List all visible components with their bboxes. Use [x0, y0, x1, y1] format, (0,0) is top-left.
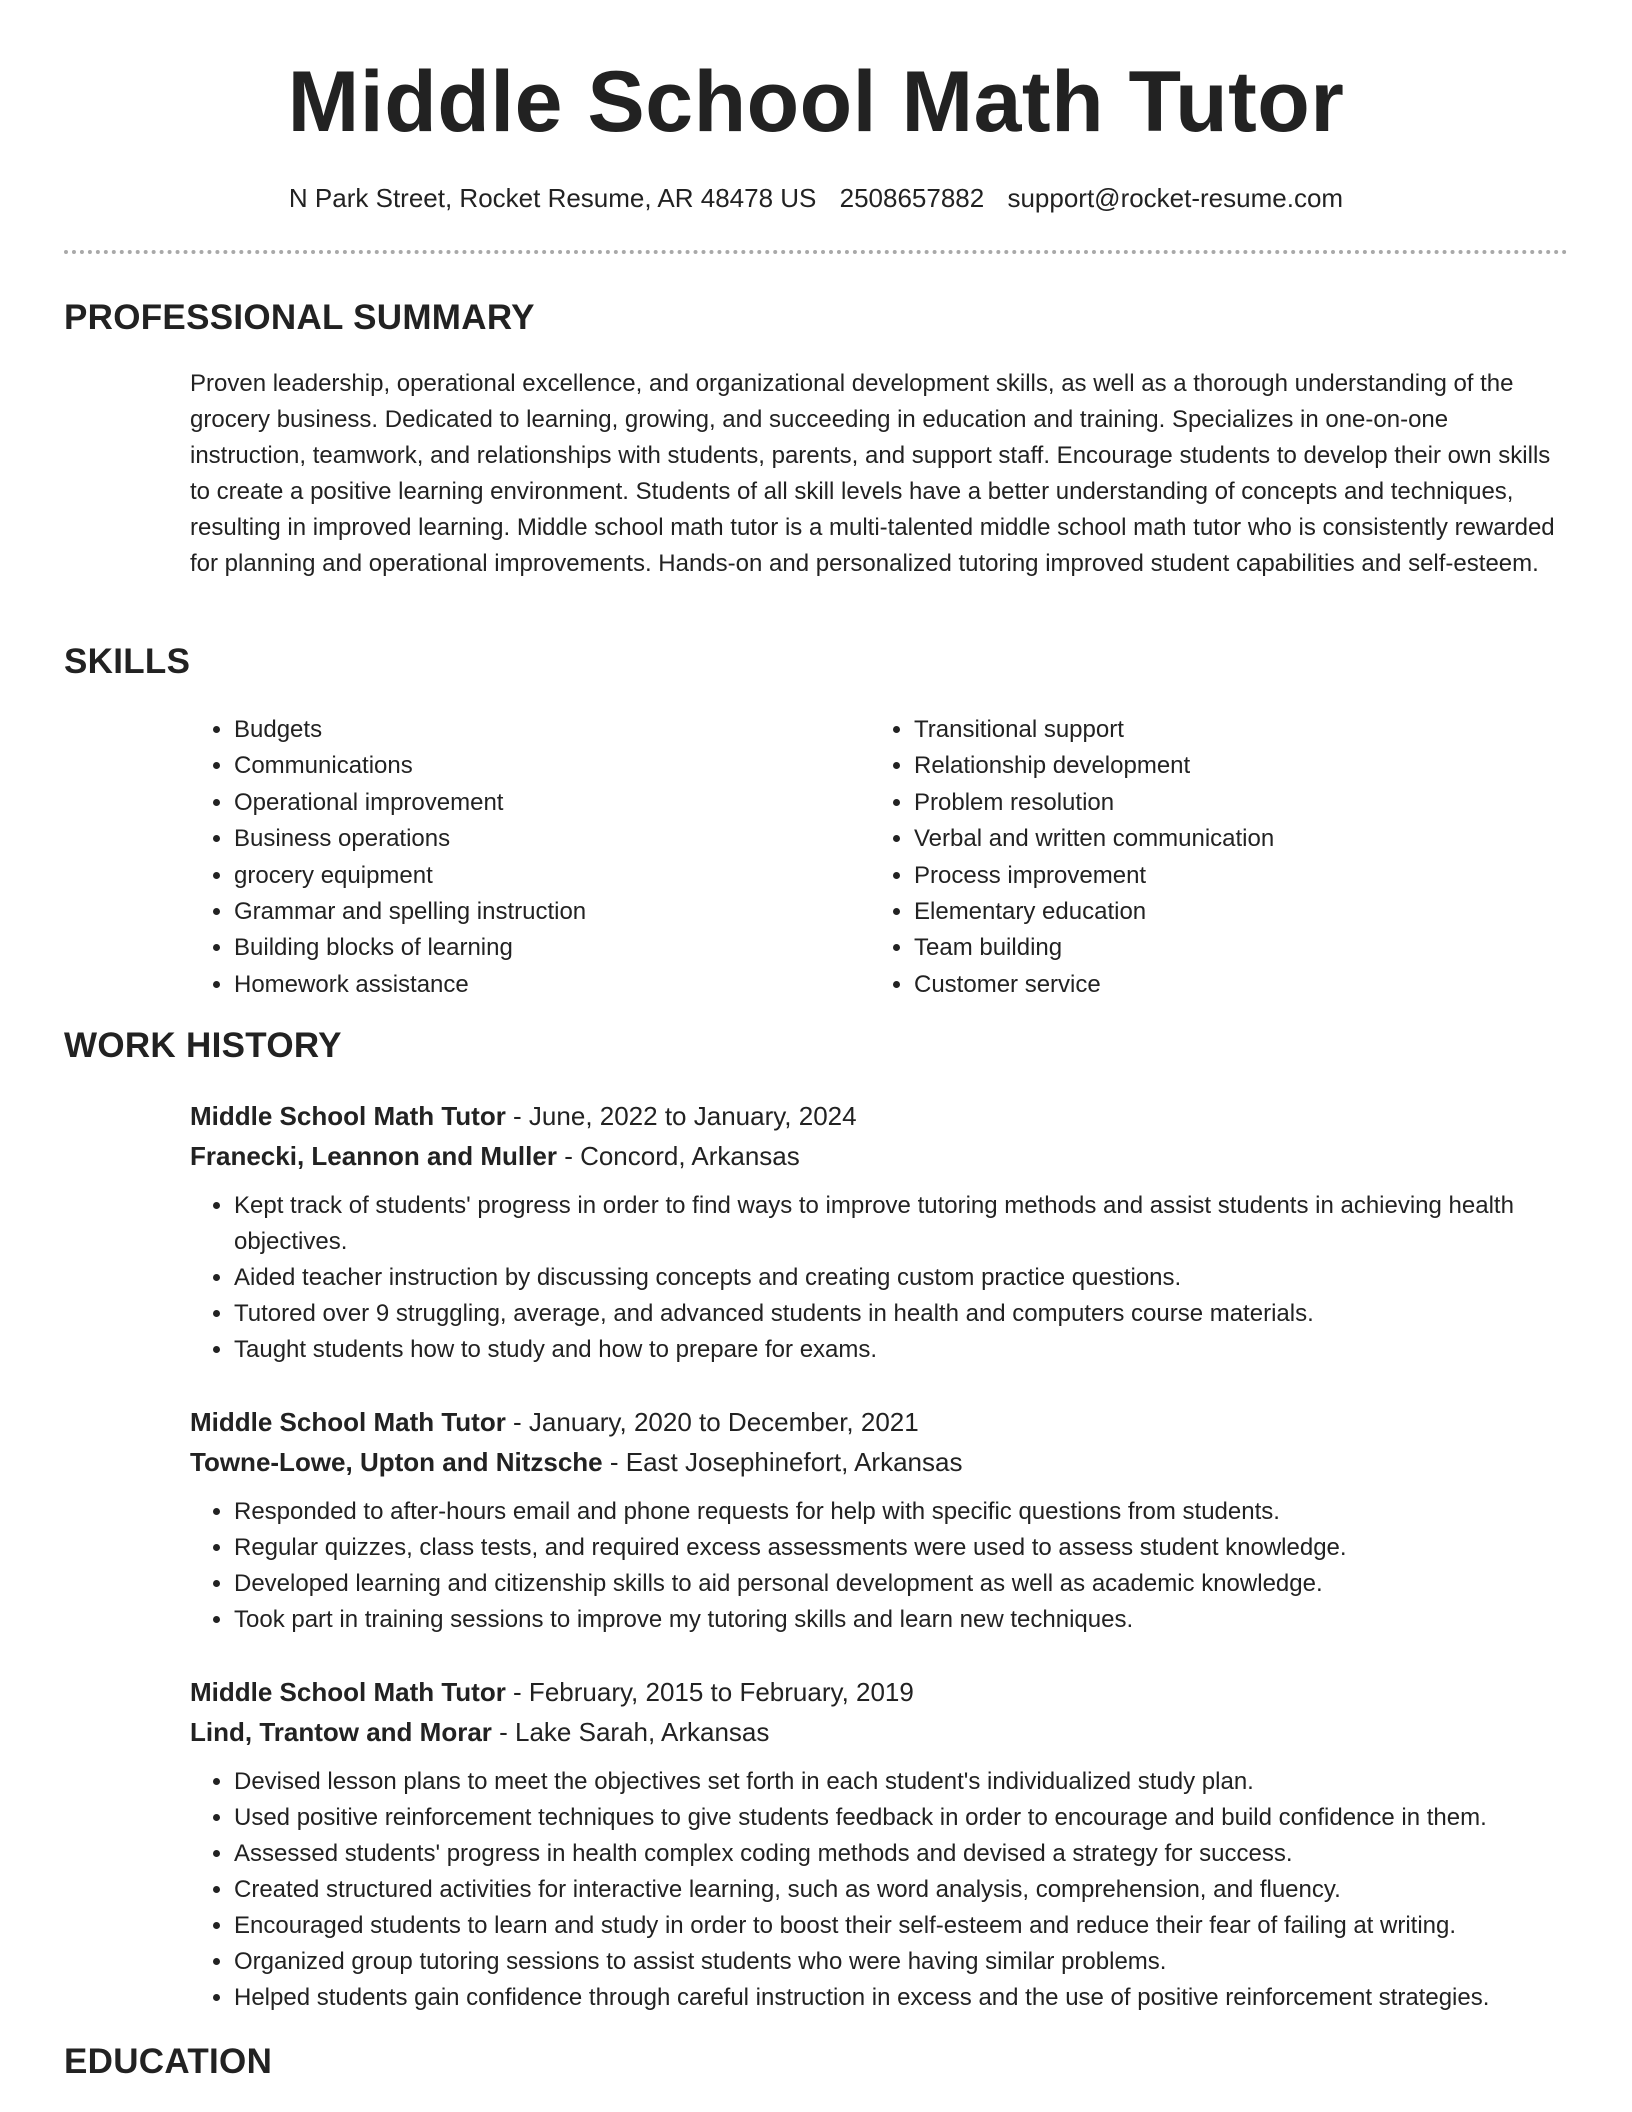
- skill-item: • Relationship development: [914, 748, 1594, 784]
- job-bullet: • Devised lesson plans to meet the objectives set forth in each student's individualized study plan.: [234, 1764, 1570, 1800]
- job-title: Middle School Math Tutor: [190, 1101, 506, 1131]
- skill-item: • Budgets: [234, 712, 854, 748]
- job-bullets: [190, 1764, 1570, 2016]
- job-title: Middle School Math Tutor: [190, 1407, 506, 1437]
- job-bullet: • Developed learning and citizenship skills to aid personal development as well as academic knowledge.: [234, 1566, 1570, 1602]
- section-title-work-history: WORK HISTORY: [64, 1026, 342, 1065]
- job-bullet: • Taught students how to study and how to prepare for exams.: [234, 1332, 1570, 1368]
- skill-item: • Customer service: [914, 967, 1594, 1003]
- job-bullet: • Used positive reinforcement techniques to give students feedback in order to encourage and build confidence in them.: [234, 1800, 1570, 1836]
- job-title-line: [190, 1672, 1570, 1712]
- section-title-summary: PROFESSIONAL SUMMARY: [64, 298, 535, 337]
- section-title-education: EDUCATION: [64, 2042, 273, 2081]
- skill-item: • Building blocks of learning: [234, 930, 854, 966]
- job-company-line: [190, 1712, 1570, 1752]
- skill-item: • Verbal and written communication: [914, 821, 1594, 857]
- job-company: Franecki, Leannon and Muller: [190, 1141, 557, 1171]
- skill-item: • Process improvement: [914, 858, 1594, 894]
- skills-list-left: [190, 712, 854, 1003]
- skill-item: • Elementary education: [914, 894, 1594, 930]
- job-title: Middle School Math Tutor: [190, 1677, 506, 1707]
- job-bullet: • Responded to after-hours email and phone requests for help with specific questions from students.: [234, 1494, 1570, 1530]
- skill-item: • Team building: [914, 930, 1594, 966]
- contact-line: [0, 180, 1632, 216]
- job-bullet: • Kept track of students' progress in order to find ways to improve tutoring methods and assist students in achieving health objectives.: [234, 1188, 1570, 1260]
- job-bullet: • Helped students gain confidence through careful instruction in excess and the use of positive reinforcement strategies.: [234, 1980, 1570, 2016]
- header-divider: [64, 250, 1568, 254]
- job-bullet: • Aided teacher instruction by discussing concepts and creating custom practice questions.: [234, 1260, 1570, 1296]
- job-bullets: [190, 1494, 1570, 1638]
- contact-phone: 2508657882: [839, 183, 985, 213]
- job-bullet: • Encouraged students to learn and study in order to boost their self-esteem and reduce their fear of failing at writing.: [234, 1908, 1570, 1944]
- job-dates: - June, 2022 to January, 2024: [505, 1101, 857, 1131]
- skill-item: • Business operations: [234, 821, 854, 857]
- job-location: - Lake Sarah, Arkansas: [491, 1717, 770, 1747]
- job-location: - Concord, Arkansas: [556, 1141, 800, 1171]
- skill-item: • Communications: [234, 748, 854, 784]
- job-dates: - February, 2015 to February, 2019: [505, 1677, 914, 1707]
- skill-item: • grocery equipment: [234, 858, 854, 894]
- job-entry: [190, 1672, 1570, 2016]
- job-entry: [190, 1402, 1570, 1638]
- job-dates: - January, 2020 to December, 2021: [505, 1407, 919, 1437]
- skill-item: • Grammar and spelling instruction: [234, 894, 854, 930]
- job-bullet: • Assessed students' progress in health complex coding methods and devised a strategy for success.: [234, 1836, 1570, 1872]
- skill-item: • Problem resolution: [914, 785, 1594, 821]
- contact-address: N Park Street, Rocket Resume, AR 48478 US: [288, 183, 817, 213]
- job-title-line: [190, 1402, 1570, 1442]
- summary-text: Proven leadership, operational excellence, and organizational development skills, as well as a thorough understanding of the grocery business. Dedicated to learning, growing, and succeeding in education and training. Specializes in one-on-one instruction, teamwork, and relationships with students, parents, and support staff. Encourage students to develop their own skills to create a positive learning environment. Students of all skill levels have a better understanding of concepts and techniques, resulting in improved learning. Middle school math tutor is a multi-talented middle school math tutor who is consistently rewarded for planning and operational improvements. Hands-on and personalized tutoring improved student capabilities and self-esteem.: [190, 370, 1555, 577]
- resume-name: Middle School Math Tutor: [287, 54, 1345, 150]
- job-company: Lind, Trantow and Morar: [190, 1717, 492, 1747]
- job-company-line: [190, 1442, 1570, 1482]
- job-entry: [190, 1096, 1570, 1368]
- contact-email: support@rocket-resume.com: [1007, 183, 1344, 213]
- skill-item: • Transitional support: [914, 712, 1594, 748]
- job-bullet: • Organized group tutoring sessions to assist students who were having similar problems.: [234, 1944, 1570, 1980]
- job-bullet: • Tutored over 9 struggling, average, and advanced students in health and computers course materials.: [234, 1296, 1570, 1332]
- job-company: Towne-Lowe, Upton and Nitzsche: [190, 1447, 603, 1477]
- skill-item: • Homework assistance: [234, 967, 854, 1003]
- job-location: - East Josephinefort, Arkansas: [602, 1447, 963, 1477]
- skill-item: • Operational improvement: [234, 785, 854, 821]
- job-title-line: [190, 1096, 1570, 1136]
- job-company-line: [190, 1136, 1570, 1176]
- job-bullet: • Took part in training sessions to improve my tutoring skills and learn new techniques.: [234, 1602, 1570, 1638]
- job-bullet: • Regular quizzes, class tests, and required excess assessments were used to assess student knowledge.: [234, 1530, 1570, 1566]
- job-bullets: [190, 1188, 1570, 1368]
- section-title-skills: SKILLS: [64, 642, 191, 681]
- skills-list-right: [870, 712, 1594, 1003]
- job-bullet: • Created structured activities for interactive learning, such as word analysis, comprehension, and fluency.: [234, 1872, 1570, 1908]
